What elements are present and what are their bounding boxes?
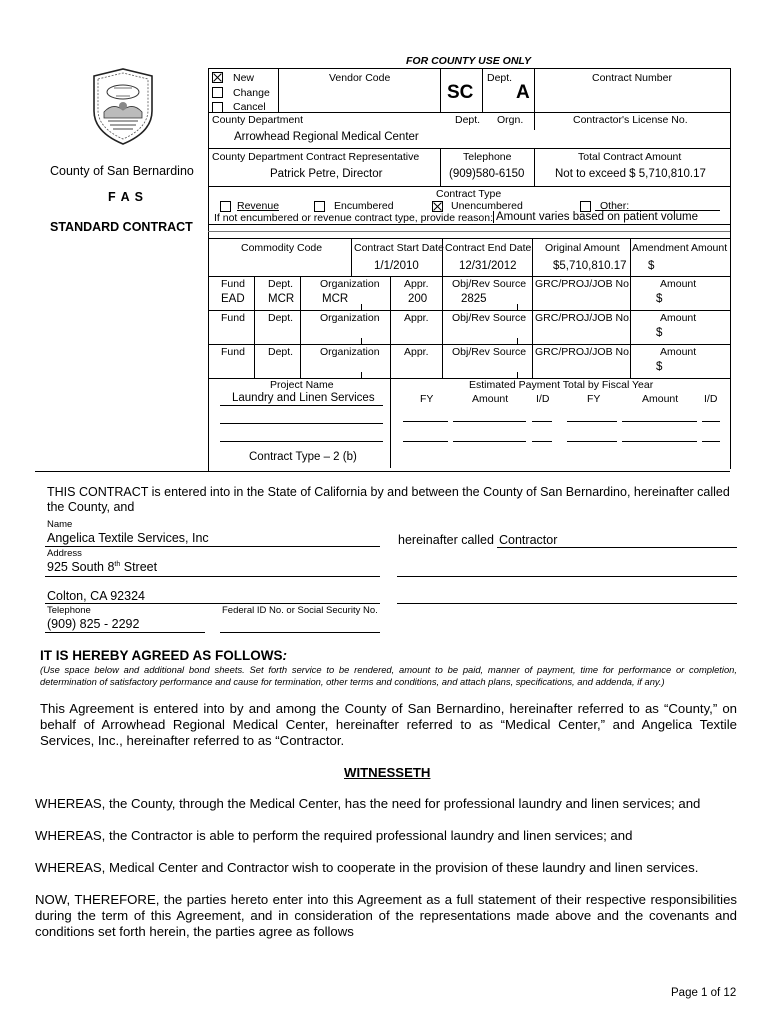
fund-row-3-org-label: Organization — [320, 346, 380, 358]
fund-row-1-grc-label: GRC/PROJ/JOB No — [535, 278, 629, 290]
original-amount-label: Original Amount — [545, 242, 620, 254]
fund-row-1-amount-value[interactable]: $ — [656, 293, 663, 305]
agreed-heading-colon: : — [282, 648, 288, 663]
fund-row-2-fund-label: Fund — [221, 312, 245, 324]
commodity-code-label: Commodity Code — [241, 242, 323, 254]
address-street: 925 South 8 — [47, 560, 115, 574]
county-department-value[interactable]: Arrowhead Regional Medical Center — [234, 131, 419, 143]
fund-row-1-fund-value[interactable]: EAD — [221, 293, 245, 305]
rep-value[interactable]: Patrick Petre, Director — [270, 168, 383, 180]
fund-row-3-obj-label: Obj/Rev Source — [452, 346, 527, 358]
fund-row-divider — [300, 277, 301, 310]
fund-row-1-dept-label: Dept. — [268, 278, 294, 290]
fund-row-2-amount-value[interactable]: $ — [656, 327, 663, 339]
cancel-label: Cancel — [233, 101, 266, 113]
fund-row-3-amount-value[interactable]: $ — [656, 361, 663, 373]
fund-row-divider — [442, 345, 443, 378]
agreed-heading-text: IT IS HEREBY AGREED AS FOLLOWS — [40, 648, 283, 663]
estimated-payment-label: Estimated Payment Total by Fiscal Year — [469, 379, 654, 391]
contract-type-label: Contract Type — [436, 188, 502, 200]
fund-row-1-amount-label: Amount — [660, 278, 697, 290]
fund-row-divider — [254, 345, 255, 378]
telephone-value[interactable]: (909)580-6150 — [449, 168, 525, 180]
fund-row-2-appr-label: Appr. — [404, 312, 429, 324]
city-value[interactable]: Colton, CA 92324 — [47, 589, 145, 603]
fund-row-2-org-label: Organization — [320, 312, 380, 324]
standard-contract-label: STANDARD CONTRACT — [50, 220, 193, 234]
fund-row-3-appr-label: Appr. — [404, 346, 429, 358]
new-label: New — [233, 72, 255, 84]
whereas-3: WHEREAS, Medical Center and Contractor wish to cooperate in the provision of these laundry and linen services. — [35, 860, 699, 875]
fund-row-3-amount-label: Amount — [660, 346, 697, 358]
amount-label-2: Amount — [642, 393, 679, 405]
fund-row-divider — [390, 345, 391, 378]
fund-row-3-fund-label: Fund — [221, 346, 245, 358]
agreed-heading — [40, 648, 287, 663]
fund-row-divider — [630, 311, 631, 344]
federal-id-label: Federal ID No. or Social Security No. — [222, 605, 378, 616]
id-label-1: I/D — [536, 393, 550, 405]
reason-value[interactable]: Amount varies based on patient volume — [493, 211, 698, 223]
dept-label-2: Dept. — [455, 114, 481, 126]
county-seal — [86, 66, 160, 146]
fund-row-divider — [390, 277, 391, 310]
revenue-checkbox[interactable] — [220, 201, 231, 212]
contract-type-value[interactable]: Contract Type – 2 (b) — [249, 451, 357, 463]
fund-row-1-appr-label: Appr. — [404, 278, 429, 290]
end-date-label: Contract End Date — [445, 242, 532, 254]
end-date-value[interactable]: 12/31/2012 — [459, 260, 517, 272]
whereas-2: WHEREAS, the Contractor is able to perform the required professional laundry and linen services; and — [35, 828, 633, 843]
revenue-label: Revenue — [237, 200, 280, 212]
fund-row-divider — [532, 277, 533, 310]
fund-row-divider — [254, 277, 255, 310]
name-value[interactable]: Angelica Textile Services, Inc — [47, 531, 209, 545]
fy-label-1: FY — [420, 393, 434, 405]
sc-value: SC — [447, 82, 474, 103]
orgn-label: Orgn. — [497, 114, 524, 126]
amendment-amount-value[interactable]: $ — [648, 260, 655, 272]
fas-label: F A S — [108, 190, 145, 204]
fund-row-divider — [390, 311, 391, 344]
fund-row-divider — [300, 345, 301, 378]
dept-value: A — [516, 82, 530, 103]
fund-row-1-org-value[interactable]: MCR — [322, 293, 349, 305]
fund-row-3-grc-label: GRC/PROJ/JOB No. — [535, 346, 632, 358]
fund-row-1-appr-value[interactable]: 200 — [408, 293, 428, 305]
license-label: Contractor's License No. — [573, 114, 688, 126]
fund-row-1-dept-value[interactable]: MCR — [268, 293, 295, 305]
amendment-amount-label: Amendment Amount — [632, 242, 728, 254]
unencumbered-label: Unencumbered — [451, 200, 523, 212]
fund-row-1-obj-value[interactable]: 2825 — [461, 293, 487, 305]
fund-row-2-grc-label: GRC/PROJ/JOB No. — [535, 312, 632, 324]
fund-row-2-obj-label: Obj/Rev Source — [452, 312, 527, 324]
vendor-code-label: Vendor Code — [329, 72, 391, 84]
name-label: Name — [47, 519, 73, 530]
change-label: Change — [233, 87, 270, 99]
start-date-value[interactable]: 1/1/2010 — [374, 260, 419, 272]
telephone-value-2[interactable]: (909) 825 - 2292 — [47, 617, 140, 631]
fund-row-2-amount-label: Amount — [660, 312, 697, 324]
total-amount-label: Total Contract Amount — [578, 151, 682, 163]
id-label-2: I/D — [704, 393, 718, 405]
address-value[interactable] — [47, 560, 157, 574]
fund-row-1-obj-label: Obj/Rev Source — [452, 278, 527, 290]
whereas-1: WHEREAS, the County, through the Medical Center, has the need for professional laundry and linen services; and — [35, 796, 701, 811]
fund-row-divider — [300, 311, 301, 344]
amount-label-1: Amount — [472, 393, 509, 405]
fund-row-separator — [208, 344, 730, 345]
hereinafter-label: hereinafter called — [398, 533, 494, 547]
project-name-value[interactable]: Laundry and Linen Services — [232, 392, 375, 404]
encumbered-checkbox[interactable] — [314, 201, 325, 212]
change-checkbox[interactable] — [212, 87, 223, 98]
reason-label: If not encumbered or revenue contract type, provide reason: — [214, 212, 493, 224]
fund-row-divider — [254, 311, 255, 344]
fy-label-2: FY — [587, 393, 601, 405]
total-amount-value[interactable]: Not to exceed $ 5,710,810.17 — [555, 168, 706, 180]
address-label: Address — [47, 548, 82, 559]
telephone-label-2: Telephone — [47, 605, 91, 616]
address-street-suffix: Street — [120, 560, 158, 574]
county-name: County of San Bernardino — [50, 164, 194, 178]
fund-row-3-dept-label: Dept. — [268, 346, 294, 358]
dept-label: Dept. — [487, 72, 513, 84]
encumbered-label: Encumbered — [334, 200, 394, 212]
start-date-label: Contract Start Date — [354, 242, 444, 254]
contract-number-label: Contract Number — [592, 72, 672, 84]
new-checkbox[interactable] — [212, 72, 223, 83]
project-name-label: Project Name — [270, 379, 334, 391]
rep-label: County Department Contract Representative — [212, 151, 420, 163]
other-label: Other: — [600, 200, 630, 212]
fund-row-divider — [630, 345, 631, 378]
fund-row-divider — [630, 277, 631, 310]
original-amount-value[interactable]: $5,710,810.17 — [553, 260, 627, 272]
contractor-value[interactable]: Contractor — [499, 533, 558, 547]
fund-row-divider — [532, 311, 533, 344]
fund-row-divider — [442, 311, 443, 344]
fund-row-divider — [532, 345, 533, 378]
fund-row-2-dept-label: Dept. — [268, 312, 294, 324]
fund-row-1-org-label: Organization — [320, 278, 380, 290]
fund-row-1-fund-label: Fund — [221, 278, 245, 290]
telephone-label: Telephone — [463, 151, 512, 163]
now-therefore: NOW, THEREFORE, the parties hereto enter into this Agreement as a full statement of their respective responsibilities during the term of this Agreement, and in consideration of the representations made above and the covenants and conditions set forth herein, the parties agree as follows — [35, 892, 737, 939]
witnesseth: WITNESSETH — [344, 765, 431, 780]
unencumbered-checkbox[interactable] — [432, 201, 443, 212]
county-department-label: County Department — [212, 114, 304, 126]
page-number: Page 1 of 12 — [671, 987, 737, 999]
fund-row-divider — [442, 277, 443, 310]
county-use-only: FOR COUNTY USE ONLY — [406, 55, 532, 67]
fund-row-separator — [208, 310, 730, 311]
contract-intro: THIS CONTRACT is entered into in the State of California by and between the County of San Bernardino, hereinafter called the County, and — [47, 485, 730, 514]
address-sup: th — [114, 560, 121, 568]
instructions: (Use space below and additional bond sheets. Set forth service to be rendered, amount to be paid, manner of payment, time for performance or completion, determination of satisfactory performance and cause for termination, other terms and conditions, and attach plans, specifications, and addenda, if any.) — [40, 664, 737, 687]
agreement-paragraph: This Agreement is entered into by and among the County of San Bernardino, hereinafter referred to as “County,” on behalf of Arrowhead Regional Medical Center, hereinafter referred to as “Medical Center,” and Angelica Textile Services, Inc., hereinafter referred to as “Contractor. — [40, 701, 737, 748]
